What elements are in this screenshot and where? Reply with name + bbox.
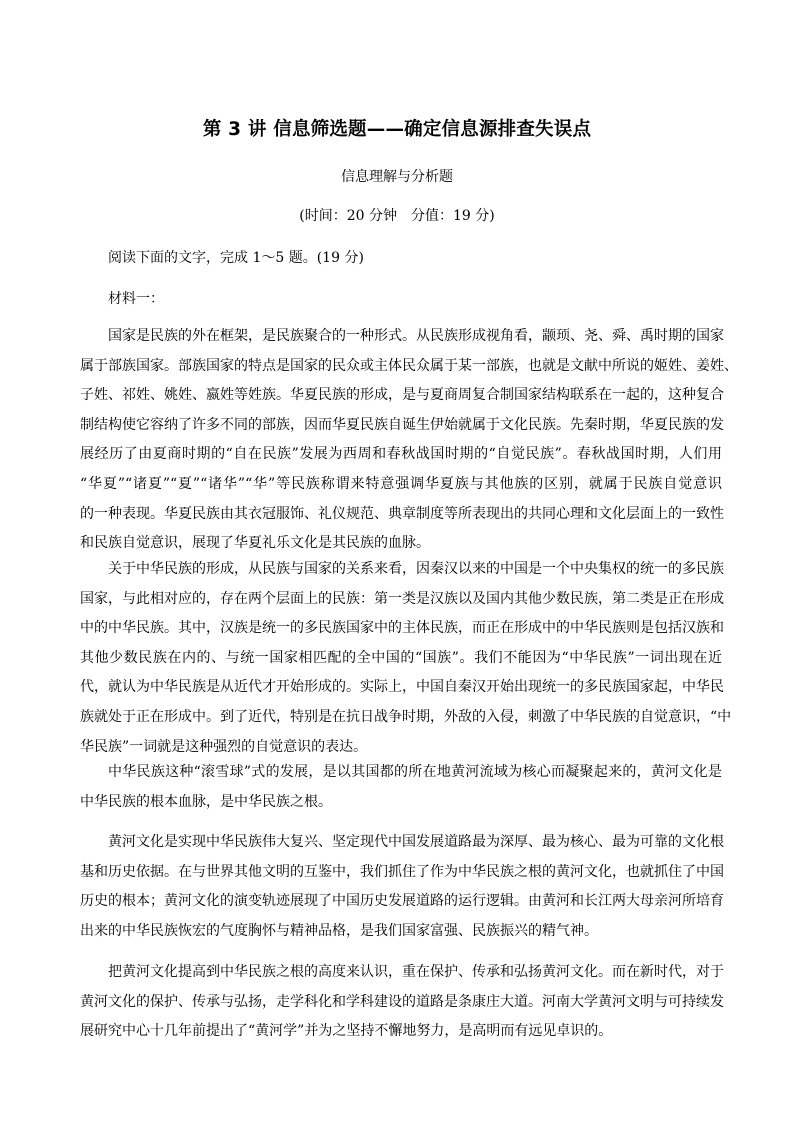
paragraph-1 — [80, 322, 738, 559]
paragraph-3 — [80, 758, 722, 817]
paragraph-line: 中华民族这种“滚雪球”式的发展，是以其国都的所在地黄河流域为核心而凝聚起来的，黄河文化是 — [108, 764, 722, 780]
section-subtitle: 信息理解与分析题 — [341, 169, 453, 185]
paragraph-line: 国家，与此相对应的，存在两个层面上的民族：第一类是汉族以及国内其他少数民族，第二类是正在形成 — [80, 590, 724, 607]
paragraph-line: 关于中华民族的形成，从民族与国家的关系来看，因秦汉以来的中国是一个中央集权的统一的多民族 — [108, 561, 724, 577]
paragraph-line: 中的中华民族。其中，汉族是统一的多民族国家中的主体民族，而正在形成中的中华民族则是包括汉族和 — [80, 620, 724, 637]
paragraph-line: 属于部族国家。部族国家的特点是国家的民众或主体民众属于某一部族，也就是文献中所说的姬姓、姜姓、 — [80, 357, 738, 374]
time-score-info: (时间：20 分钟 分值：19 分) — [299, 208, 495, 224]
paragraph-line: 黄河文化的保护、传承与弘扬，走学科化和学科建设的道路是条康庄大道。河南大学黄河文明与可持续发 — [80, 993, 724, 1010]
paragraph-line: “华夏”“诸夏”“夏”“诸华”“华”等民族称谓来特意强调华夏族与其他族的区别，就属于民族自觉意识 — [80, 475, 722, 492]
paragraph-line: 国家是民族的外在框架，是民族聚合的一种形式。从民族形成视角看，颛顼、尧、舜、禹时期的国家 — [108, 328, 724, 344]
paragraph-line: 子姓、祁姓、姚姓、嬴姓等姓族。华夏民族的形成，是与夏商周复合制国家结构联系在一起的，这种复合 — [80, 387, 724, 404]
paragraph-line: 的一种表现。华夏民族由其衣冠服饰、礼仪规范、典章制度等所表现出的共同心理和文化层面上的一致性 — [80, 505, 724, 522]
reading-instruction: 阅读下面的文字，完成 1～5 题。(19 分) — [108, 250, 364, 266]
paragraph-line: 把黄河文化提高到中华民族之根的高度来认识，重在保护、传承和弘扬黄河文化。而在新时代，对于 — [108, 964, 724, 980]
paragraph-line: 族就处于正在形成中。到了近代，特别是在抗日战争时期，外敌的入侵，刺激了中华民族的自觉意识，“中 — [80, 708, 732, 725]
paragraph-line: 出来的中华民族恢宏的气度胸怀与精神品格，是我们国家富强、民族振兴的精气神。 — [80, 922, 598, 939]
paragraph-line: 黄河文化是实现中华民族伟大复兴、坚定现代中国发展道路最为深厚、最为核心、最为可靠的文化根 — [108, 834, 724, 850]
paragraph-line: 历史的根本；黄河文化的演变轨迹展现了中国历史发展道路的运行逻辑。由黄河和长江两大母亲河所培育 — [80, 893, 724, 910]
document-title: 第 3 讲 信息筛选题——确定信息源排查失误点 — [202, 119, 592, 140]
paragraph-line: 制结构使它容纳了许多不同的部族，因而华夏民族自诞生伊始就属于文化民族。先秦时期，华夏民族的发 — [80, 416, 724, 433]
paragraph-line: 华民族”一词就是这种强烈的自觉意识的表达。 — [80, 738, 368, 755]
paragraph-line: 中华民族的根本血脉，是中华民族之根。 — [80, 793, 332, 810]
paragraph-line: 其他少数民族在内的、与统一国家相匹配的全中国的“国族”。我们不能因为“中华民族”一词出现在近 — [80, 649, 722, 666]
paragraph-line: 展研究中心十几年前提出了“黄河学”并为之坚持不懈地努力，是高明而有远见卓识的。 — [80, 1023, 613, 1040]
paragraph-2 — [80, 555, 732, 762]
paragraph-5 — [80, 958, 722, 1047]
paragraph-4 — [80, 828, 722, 946]
material-label: 材料一： — [108, 291, 164, 307]
paragraph-line: 和民族自觉意识，展现了华夏礼乐文化是其民族的血脉。 — [80, 535, 430, 552]
paragraph-line: 基和历史依据。在与世界其他文明的互鉴中，我们抓住了作为中华民族之根的黄河文化，也就抓住了中国 — [80, 863, 724, 880]
paragraph-line: 代，就认为中华民族是从近代才开始形成的。实际上，中国自秦汉开始出现统一的多民族国家起，中华民 — [80, 679, 724, 696]
paragraph-line: 展经历了由夏商时期的“自在民族”发展为西周和春秋战国时期的“自觉民族”。春秋战国时期，人们用 — [80, 446, 722, 463]
